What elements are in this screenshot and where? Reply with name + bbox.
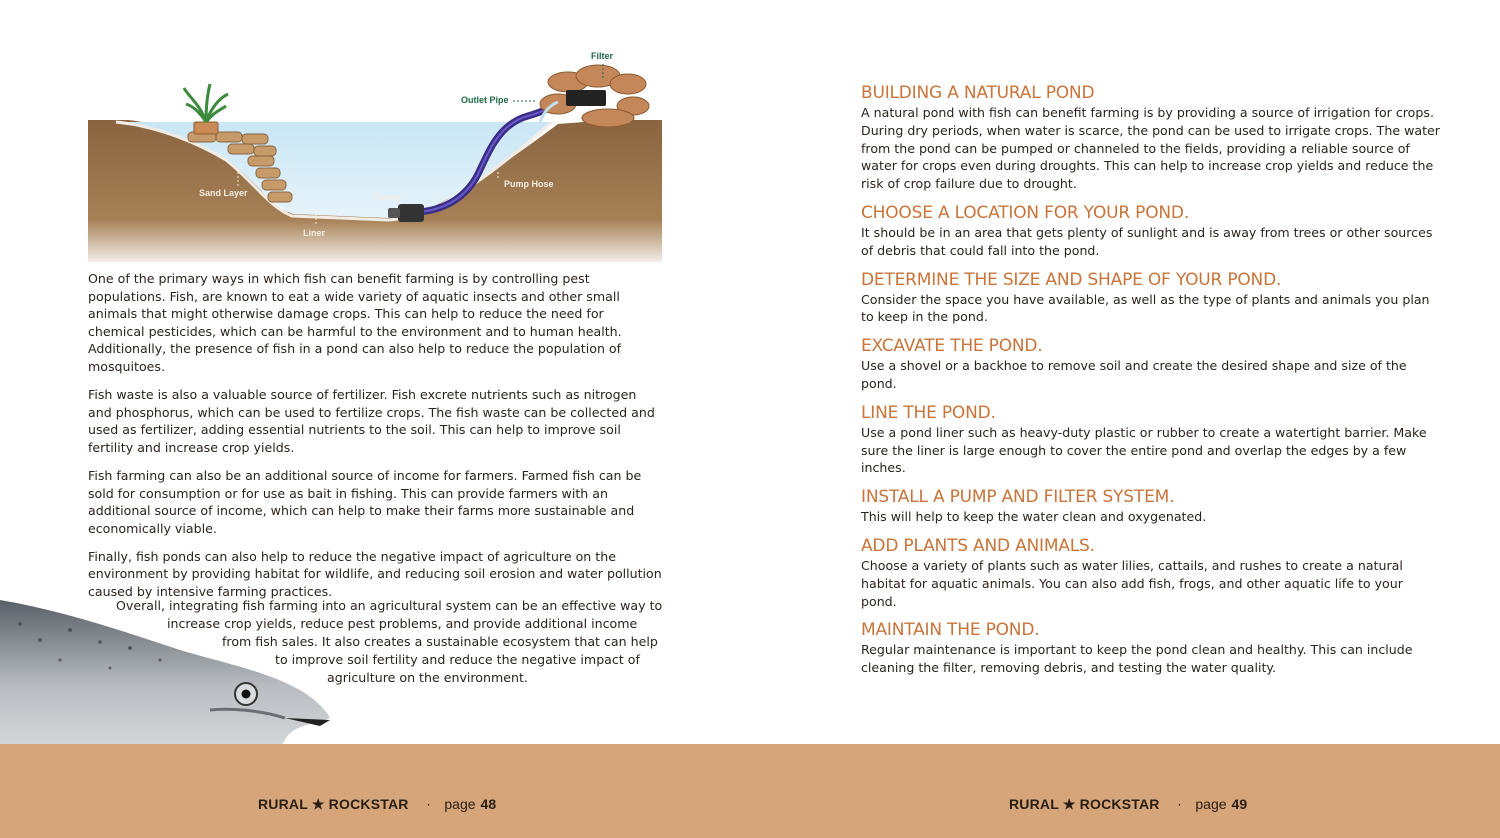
label-filter: Filter xyxy=(591,51,614,61)
fish-pupil xyxy=(242,690,251,699)
page-label: page xyxy=(1195,796,1227,812)
footer-separator: · xyxy=(426,798,431,812)
section-body: Regular maintenance is important to keep the pond clean and healthy. This can include cleaning the filter, removing debris, and testing the water quality. xyxy=(861,642,1413,676)
section-body: It should be in an area that gets plenty of sunlight and is away from trees or other sources of debris that could fall into the pond. xyxy=(861,224,1433,258)
section-heading: CHOOSE A LOCATION FOR YOUR POND. xyxy=(861,202,1190,223)
section-heading: INSTALL A PUMP AND FILTER SYSTEM. xyxy=(861,487,1175,508)
section-heading: DETERMINE THE SIZE AND SHAPE OF YOUR POND. xyxy=(861,269,1282,290)
section-pump-filter xyxy=(861,487,1441,526)
section-body: Use a pond liner such as heavy-duty plastic or rubber to create a watertight barrier. Make sure the liner is large enough to cover the entire pond and overlap the edges by a few inches. xyxy=(861,424,1427,476)
section-heading: ADD PLANTS AND ANIMALS. xyxy=(861,535,1095,556)
label-sand-layer: Sand Layer xyxy=(199,188,248,198)
footer-separator: · xyxy=(1177,798,1182,812)
section-body: Choose a variety of plants such as water lilies, cattails, and rushes to create a natural habitat for aquatic animals. You can also add fish, frogs, and other aquatic life to your pond. xyxy=(861,557,1403,609)
body-paragraph: Fish farming can also be an additional source of income for farmers. Farmed fish can be sold for consumption or for use as bait in fishing. This can provide farmers with an additional source of income, which can help to make their farms more sustainable and economically viable. xyxy=(88,467,642,536)
closing-line: to improve soil fertility and reduce the negative impact of xyxy=(275,652,640,667)
section-plants-animals xyxy=(861,536,1441,610)
brand-wordmark: RURAL ★ ROCKSTAR xyxy=(258,796,409,812)
label-pump-hose: Pump Hose xyxy=(504,179,554,189)
footer-left xyxy=(258,796,496,813)
closing-line: increase crop yields, reduce pest problems, and provide additional income xyxy=(167,616,638,631)
right-page-body xyxy=(861,83,1441,687)
section-building-pond xyxy=(861,83,1441,193)
section-body: A natural pond with fish can benefit farming is by providing a source of irrigation for crops. During dry periods, when water is scarce, the pond can be used to irrigate crops. The water from the pond can be pumped or channeled to the fields, providing a reliable source of water for crops even during droughts. This can help to increase crop yields and reduce the risk of crop failure due to drought. xyxy=(861,105,1440,192)
section-line-pond xyxy=(861,403,1441,477)
left-page-body xyxy=(88,270,664,611)
section-body: Use a shovel or a backhoe to remove soil and create the desired shape and size of the pond. xyxy=(861,358,1407,391)
section-size-shape xyxy=(861,270,1441,327)
label-pump: Pump xyxy=(375,192,401,202)
footer-band xyxy=(0,744,1500,838)
section-body: Consider the space you have available, as well as the type of plants and animals you plan to keep in the pond. xyxy=(861,291,1430,325)
page-label: page xyxy=(444,796,476,812)
page-number: 49 xyxy=(1231,796,1248,812)
label-outlet-pipe: Outlet Pipe xyxy=(461,95,509,105)
body-paragraph: Finally, fish ponds can also help to reduce the negative impact of agriculture on the environment by providing habitat for wildlife, and reducing soil erosion and water pollution caused by intensive farming practices. xyxy=(88,548,662,599)
closing-line: agriculture on the environment. xyxy=(327,670,528,685)
brand-wordmark: RURAL ★ ROCKSTAR xyxy=(1009,796,1160,812)
section-excavate xyxy=(861,336,1441,393)
section-heading: BUILDING A NATURAL POND xyxy=(861,83,1095,103)
section-heading: MAINTAIN THE POND. xyxy=(861,620,1040,641)
pond-diagram-svg xyxy=(88,44,662,262)
label-liner: Liner xyxy=(303,228,326,238)
section-location xyxy=(861,203,1441,260)
filter-box xyxy=(566,90,606,106)
section-heading: EXCAVATE THE POND. xyxy=(861,336,1043,357)
footer-right xyxy=(1009,796,1247,813)
pond-diagram xyxy=(88,44,662,262)
closing-line: Overall, integrating fish farming into an agricultural system can be an effective way to xyxy=(116,598,663,613)
body-paragraph: Fish waste is also a valuable source of fertilizer. Fish excrete nutrients such as nitrogen and phosphorus, which can be used to fertilize crops. The fish waste can be collected and used as fertilizer, adding essential nutrients to the soil. This can help to improve soil fertility and increase crop yields. xyxy=(88,387,655,455)
section-maintain xyxy=(861,620,1441,677)
page-number: 48 xyxy=(480,796,497,812)
section-heading: LINE THE POND. xyxy=(861,402,996,423)
section-body: This will help to keep the water clean and oxygenated. xyxy=(861,509,1207,525)
closing-line: from fish sales. It also creates a sustainable ecosystem that can help xyxy=(222,634,658,649)
body-paragraph: One of the primary ways in which fish can benefit farming is by controlling pest populations. Fish, are known to eat a wide variety of aquatic insects and other small animals that might otherwise damage crops. This can help to reduce the need for chemical pesticides, which can be harmful to the environment and to human health. Additionally, the presence of fish in a pond can also help to reduce the population of mosquitoes. xyxy=(88,271,622,374)
